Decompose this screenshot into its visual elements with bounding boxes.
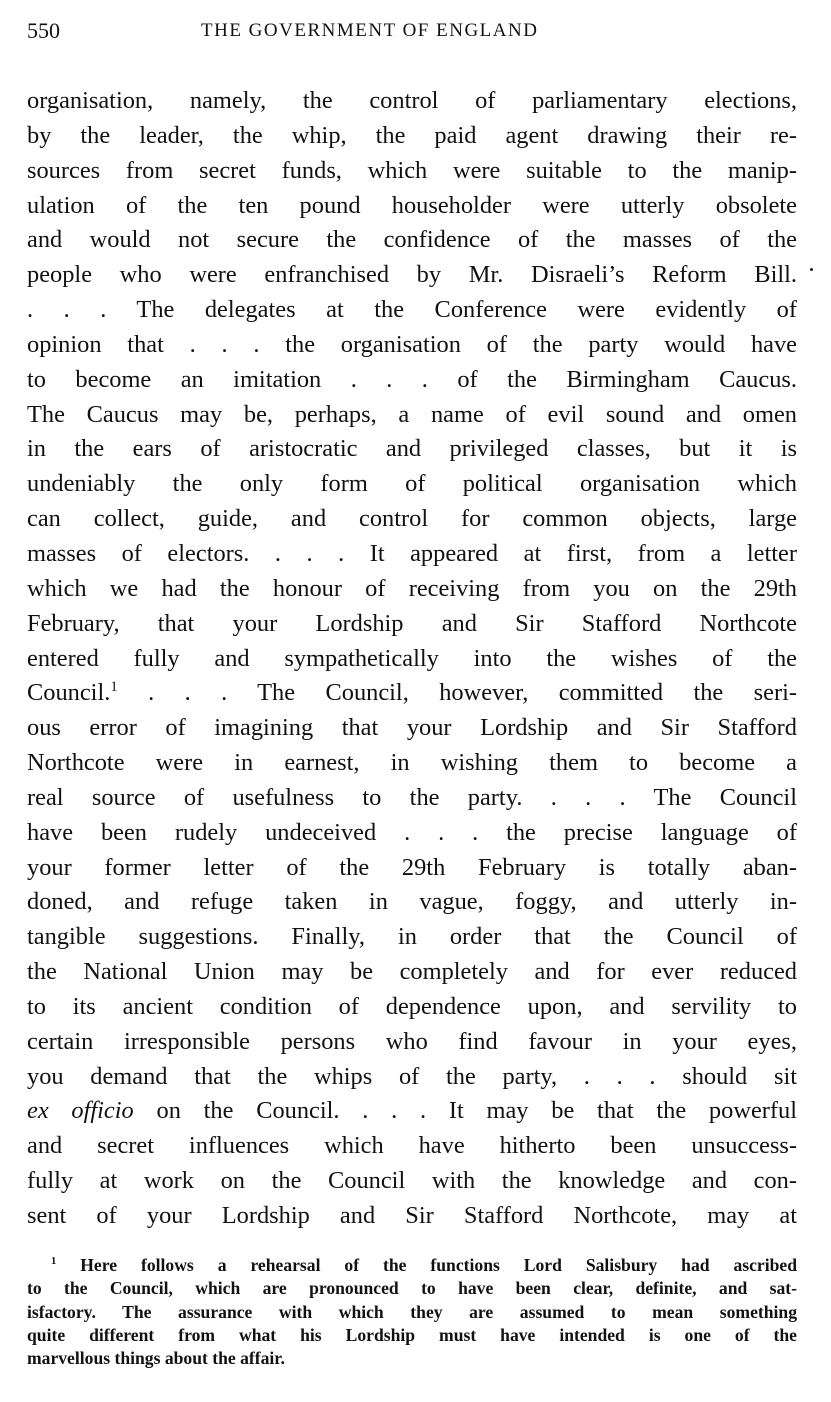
text-line: ous error of imagining that your Lordship and Sir Stafford (27, 714, 797, 742)
text-line: tangible suggestions. Finally, in order that the Council of (27, 923, 797, 951)
footnote-reference: 1 (110, 679, 118, 696)
footnote-line (27, 1254, 797, 1277)
footnote-line: isfactory. The assurance with which they are assumed to mean something (27, 1301, 797, 1322)
running-title: THE GOVERNMENT OF ENGLAND (201, 20, 539, 41)
footnote (27, 1254, 797, 1370)
footnote-line: quite different from what his Lordship must have intended is one of the (27, 1324, 797, 1345)
footnote-line: marvellous things about the affair. (27, 1348, 285, 1369)
text-line: in the ears of aristocratic and privileged classes, but it is (27, 435, 797, 463)
text-segment: Council. (27, 679, 111, 707)
text-line: masses of electors. . . . It appeared at first, from a letter (27, 539, 797, 567)
text-line: opinion that . . . the organisation of the party would have (27, 330, 797, 358)
text-line: sent of your Lordship and Sir Stafford Northcote, may at (27, 1202, 797, 1229)
text-line: to become an imitation . . . of the Birmingham Caucus. (27, 365, 797, 393)
text-line: your former letter of the 29th February is totally aban- (27, 853, 797, 881)
text-line: can collect, guide, and control for common objects, large (27, 505, 797, 533)
text-line-with-italic (27, 1094, 797, 1129)
text-line: ulation of the ten pound householder were utterly obsolete (27, 191, 797, 219)
text-line: organisation, namely, the control of parliamentary elections, (27, 87, 797, 114)
text-line: The Caucus may be, perhaps, a name of evil sound and omen (27, 400, 797, 428)
page-number: 550 (27, 18, 60, 43)
margin-mark (810, 268, 813, 271)
footnote-marker: 1 (51, 1256, 57, 1268)
text-line: Northcote were in earnest, in wishing them to become a (27, 749, 797, 777)
text-segment: on the Council. . . . It may be that the powerful (133, 1097, 797, 1125)
body-text (27, 84, 797, 1234)
text-line: undeniably the only form of political organisation which (27, 470, 797, 498)
text-line: doned, and refuge taken in vague, foggy, and utterly in- (27, 888, 797, 916)
text-line: certain irresponsible persons who find favour in your eyes, (27, 1027, 797, 1055)
text-line: February, that your Lordship and Sir Stafford Northcote (27, 609, 797, 637)
text-line: and secret influences which have hitherto been unsuccess- (27, 1132, 797, 1160)
text-line: fully at work on the Council with the knowledge and con- (27, 1167, 797, 1195)
text-line: which we had the honour of receiving from you on the 29th (27, 574, 797, 602)
text-line: you demand that the whips of the party, . . . should sit (27, 1062, 797, 1090)
text-line: sources from secret funds, which were suitable to the manip- (27, 156, 797, 184)
text-line: to its ancient condition of dependence upon, and servility to (27, 992, 797, 1020)
text-line: people who were enfranchised by Mr. Disraeli’s Reform Bill. (27, 261, 797, 289)
text-line: . . . The delegates at the Conference were evidently of (27, 296, 797, 324)
italic-phrase: ex officio (27, 1097, 134, 1125)
text-line: have been rudely undeceived . . . the precise language of (27, 818, 797, 846)
text-line: by the leader, the whip, the paid agent drawing their re- (27, 121, 797, 149)
text-line: the National Union may be completely and for ever reduced (27, 958, 797, 986)
text-segment: . . . The Council, however, committed the seri- (117, 679, 797, 707)
page-header (27, 18, 797, 48)
footnote-line: to the Council, which are pronounced to have been clear, definite, and sat- (27, 1278, 797, 1299)
text-line: real source of usefulness to the party. . . . The Council (27, 783, 797, 811)
text-line-with-note (27, 676, 797, 711)
text-line: entered fully and sympathetically into the wishes of the (27, 644, 797, 672)
footnote-text: Here follows a rehearsal of the functions Lord Salisbury had ascribed (80, 1255, 797, 1275)
text-line: and would not secure the confidence of the masses of the (27, 226, 797, 254)
